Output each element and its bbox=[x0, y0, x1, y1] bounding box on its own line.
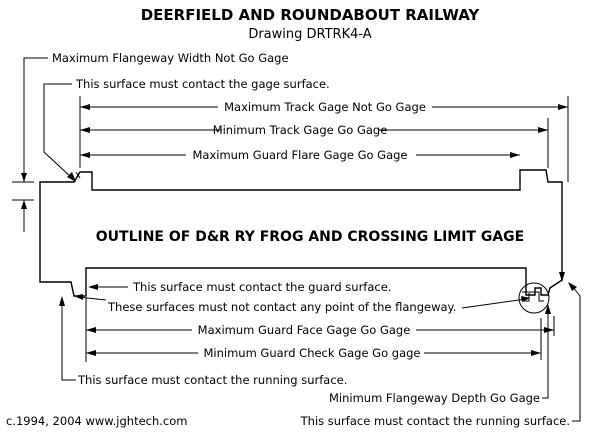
max-track-gage-label: Maximum Track Gage Not Go Gage bbox=[224, 100, 426, 114]
running-surface-leader-right bbox=[568, 282, 580, 421]
drawing-title: DEERFIELD AND ROUNDABOUT RAILWAY bbox=[140, 6, 480, 24]
gage-heading: OUTLINE OF D&R RY FROG AND CROSSING LIMIT GAGE bbox=[95, 229, 525, 245]
drawing-number: Drawing DRTRK4-A bbox=[248, 27, 372, 42]
running-surface-leader-left bbox=[59, 296, 76, 380]
guard-surface-leader bbox=[88, 284, 128, 290]
no-contact-flangeway-label: These surfaces must not contact any point of the flangeway. bbox=[108, 300, 457, 314]
running-surface-left-label: This surface must contact the running surface. bbox=[78, 373, 348, 387]
max-guard-face-label: Maximum Guard Face Gage Go Gage bbox=[197, 323, 411, 337]
max-guard-flare-label: Maximum Guard Flare Gage Go Gage bbox=[192, 148, 408, 162]
copyright-notice: c.1994, 2004 www.jghtech.com bbox=[6, 414, 188, 428]
min-flangeway-depth-label: Minimum Flangeway Depth Go Gage bbox=[328, 391, 540, 405]
guard-surface-label: This surface must contact the guard surface. bbox=[133, 280, 392, 294]
gage-surface-leader bbox=[44, 84, 76, 182]
max-flangeway-width-leader bbox=[12, 58, 48, 232]
max-flangeway-width-label: Maximum Flangeway Width Not Go Gage bbox=[52, 51, 289, 65]
min-track-gage-label: Minimum Track Gage Go Gage bbox=[212, 123, 388, 137]
min-flangeway-depth-leader bbox=[522, 253, 565, 398]
gage-surface-label: This surface must contact the gage surface. bbox=[76, 77, 330, 91]
min-guard-check-label: Minimum Guard Check Gage Go gage bbox=[203, 346, 421, 360]
running-surface-right-label: This surface must contact the running surface. bbox=[300, 414, 570, 428]
